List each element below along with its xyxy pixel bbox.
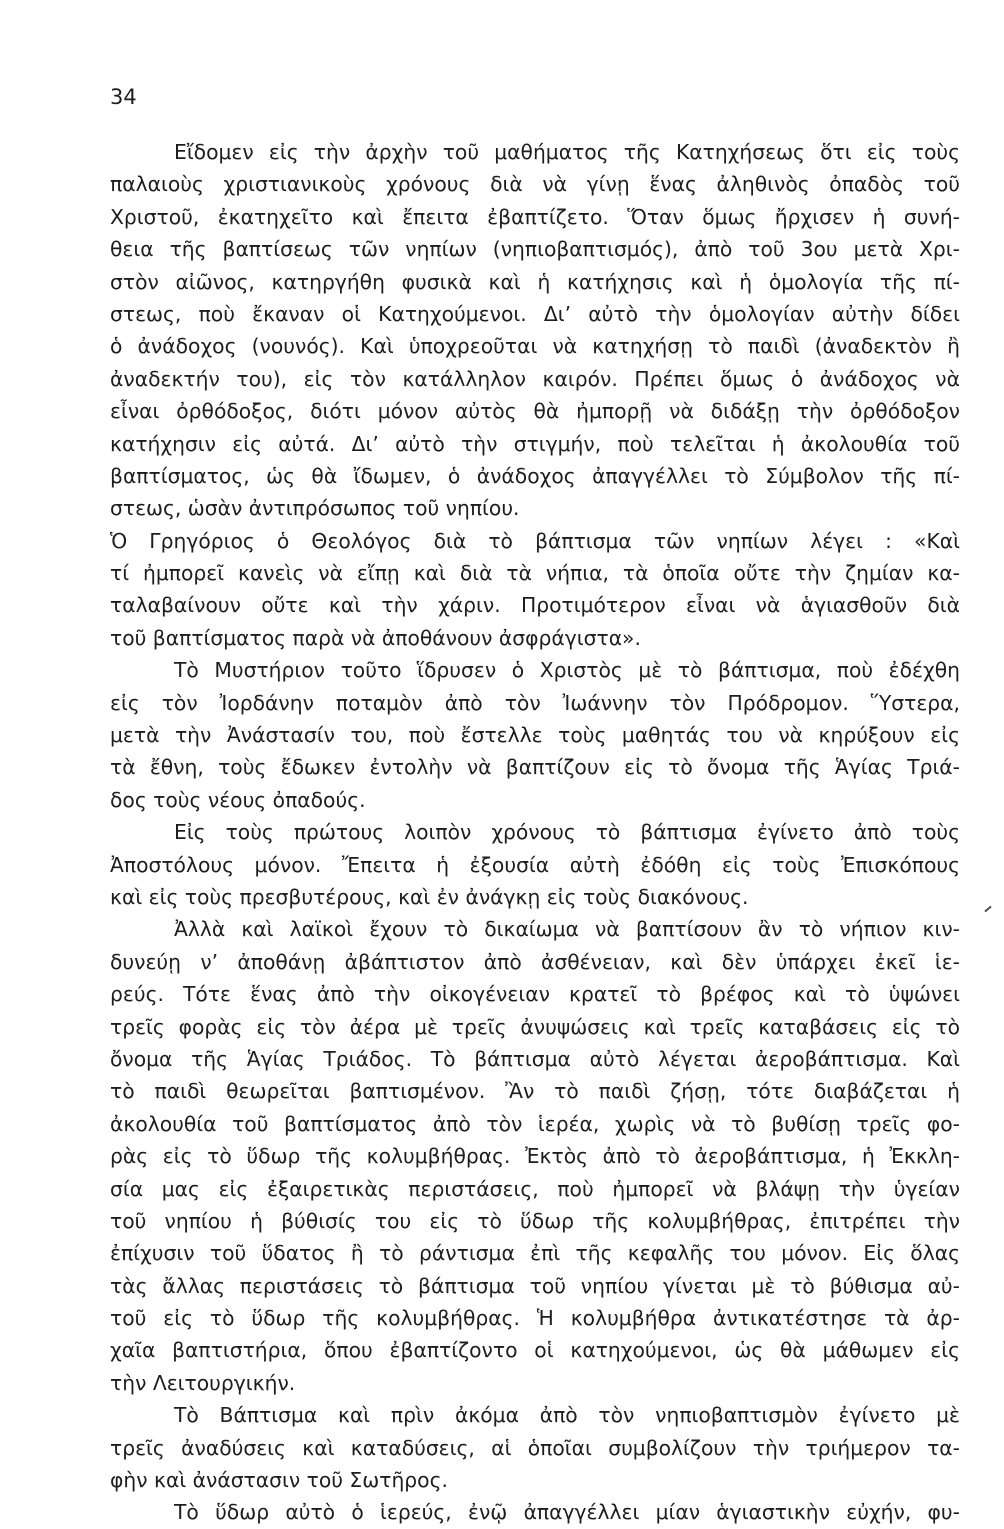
text-line: τρεῖς φορὰς εἰς τὸν ἀέρα μὲ τρεῖς ἀνυψώσεις καὶ τρεῖς καταβάσεις εἰς τὸ [110, 1014, 960, 1039]
text-line: Χριστοῦ, ἐκατηχεῖτο καὶ ἔπειτα ἐβαπτίζετο. Ὅταν ὅμως ἤρχισεν ἡ συνή- [110, 204, 960, 229]
text-line: τρεῖς ἀναδύσεις καὶ καταδύσεις, αἱ ὁποῖαι συμβολίζουν τὴν τριήμερον τα- [110, 1435, 960, 1460]
text-line: σία μας εἰς ἐξαιρετικὰς περιστάσεις, ποὺ ἠμπορεῖ νὰ βλάψῃ τὴν ὑγείαν [110, 1176, 960, 1201]
text-line: δος τοὺς νέους ὀπαδούς. [110, 787, 366, 812]
text-line: κατήχησιν εἰς αὐτά. Δι’ αὐτὸ τὴν στιγμήν, ποὺ τελεῖται ἡ ἀκολουθία τοῦ [110, 431, 960, 456]
text-line: ρεύς. Τότε ἕνας ἀπὸ τὴν οἰκογένειαν κρατεῖ τὸ βρέφος καὶ τὸ ὑψώνει [110, 982, 960, 1007]
text-line: τὴν Λειτουργικήν. [110, 1370, 296, 1395]
text-line: βαπτίσματος, ὡς θὰ ἴδωμεν, ὁ ἀνάδοχος ἀπαγγέλλει τὸ Σύμβολον τῆς πί- [110, 463, 960, 488]
text-line: μετὰ τὴν Ἀνάστασίν του, ποὺ ἔστελλε τοὺς μαθητάς του νὰ κηρύξουν εἰς [110, 723, 960, 748]
text-line: δυνεύῃ ν’ ἀποθάνῃ ἀβάπτιστον ἀπὸ ἀσθένειαν, καὶ δὲν ὑπάρχει ἐκεῖ ἱε- [110, 949, 960, 974]
page-body-text [110, 136, 960, 1529]
text-line: τὰ ἔθνη, τοὺς ἔδωκεν ἐντολὴν νὰ βαπτίζουν εἰς τὸ ὄνομα τῆς Ἁγίας Τριά- [110, 755, 960, 780]
text-line: καὶ εἰς τοὺς πρεσβυτέρους, καὶ ἐν ἀνάγκῃ εἰς τοὺς διακόνους. [110, 884, 749, 909]
text-line: ἐπίχυσιν τοῦ ὕδατος ἢ τὸ ράντισμα ἐπὶ τῆς κεφαλῆς του μόνον. Εἰς ὅλας [110, 1241, 960, 1266]
text-line: ρὰς εἰς τὸ ὕδωρ τῆς κολυμβήθρας. Ἐκτὸς ἀπὸ τὸ ἀεροβάπτισμα, ἡ Ἐκκλη- [110, 1144, 960, 1169]
text-line: τοῦ βαπτίσματος παρὰ νὰ ἀποθάνουν ἀσφράγιστα». [110, 625, 641, 650]
page-number: 34 [110, 85, 137, 109]
text-line: στεως, ποὺ ἔκαναν οἱ Κατηχούμενοι. Δι’ αὐτὸ τὴν ὁμολογίαν αὐτὴν δίδει [110, 301, 960, 326]
text-line: στὸν αἰῶνος, κατηργήθη φυσικὰ καὶ ἡ κατήχησις καὶ ἡ ὁμολογία τῆς πί- [110, 269, 960, 294]
margin-pencil-mark [984, 906, 991, 913]
text-line: Ὁ Γρηγόριος ὁ Θεολόγος διὰ τὸ βάπτισμα τῶν νηπίων λέγει : «Καὶ [110, 528, 960, 553]
text-line: ὄνομα τῆς Ἁγίας Τριάδος. Τὸ βάπτισμα αὐτὸ λέγεται ἀεροβάπτισμα. Καὶ [110, 1046, 960, 1071]
text-line: τοῦ εἰς τὸ ὕδωρ τῆς κολυμβήθρας. Ἡ κολυμβήθρα ἀντικατέστησε τὰ ἀρ- [110, 1306, 960, 1331]
text-line: παλαιοὺς χριστιανικοὺς χρόνους διὰ νὰ γίνῃ ἕνας ἀληθινὸς ὀπαδὸς τοῦ [110, 172, 960, 197]
text-line: ἀκολουθία τοῦ βαπτίσματος ἀπὸ τὸν ἱερέα, χωρὶς νὰ τὸ βυθίσῃ τρεῖς φο- [110, 1111, 960, 1136]
text-line: Ἀποστόλους μόνον. Ἔπειτα ἡ ἐξουσία αὐτὴ ἐδόθη εἰς τοὺς Ἐπισκόπους [110, 852, 960, 877]
text-line: Ἀλλὰ καὶ λαϊκοὶ ἔχουν τὸ δικαίωμα νὰ βαπτίσουν ἂν τὸ νήπιον κιν- [174, 917, 960, 942]
text-line: εἶναι ὀρθόδοξος, διότι μόνον αὐτὸς θὰ ἠμπορῇ νὰ διδάξῃ τὴν ὀρθόδοξον [110, 399, 960, 424]
text-line: ὁ ἀνάδοχος (νουνός). Καὶ ὑποχρεοῦται νὰ κατηχήσῃ τὸ παιδὶ (ἀναδεκτὸν ἢ [110, 334, 960, 359]
text-line: τὸ παιδὶ θεωρεῖται βαπτισμένον. Ἂν τὸ παιδὶ ζήσῃ, τότε διαβάζεται ἡ [110, 1079, 960, 1104]
text-line: τὰς ἄλλας περιστάσεις τὸ βάπτισμα τοῦ νηπίου γίνεται μὲ τὸ βύθισμα αὐ- [110, 1273, 960, 1298]
text-line: χαῖα βαπτιστήρια, ὅπου ἐβαπτίζοντο οἱ κατηχούμενοι, ὡς θὰ μάθωμεν εἰς [110, 1338, 960, 1363]
text-line: τοῦ νηπίου ἡ βύθισίς του εἰς τὸ ὕδωρ τῆς κολυμβήθρας, ἐπιτρέπει τὴν [110, 1208, 960, 1233]
text-line: ταλαβαίνουν οὔτε καὶ τὴν χάριν. Προτιμότερον εἶναι νὰ ἁγιασθοῦν διὰ [110, 593, 960, 618]
text-line: εἰς τὸν Ἰορδάνην ποταμὸν ἀπὸ τὸν Ἰωάννην τὸν Πρόδρομον. Ὕστερα, [110, 690, 960, 715]
text-line: τί ἠμπορεῖ κανεὶς νὰ εἴπῃ καὶ διὰ τὰ νήπια, τὰ ὁποῖα οὔτε τὴν ζημίαν κα- [110, 561, 960, 586]
text-line: Τὸ ὕδωρ αὐτὸ ὁ ἱερεύς, ἐνῷ ἀπαγγέλλει μίαν ἁγιαστικὴν εὐχήν, φυ- [174, 1500, 960, 1525]
text-line: στεως, ὡσὰν ἀντιπρόσωπος τοῦ νηπίου. [110, 496, 520, 521]
text-line: φὴν καὶ ἀνάστασιν τοῦ Σωτῆρος. [110, 1468, 448, 1493]
text-line: Τὸ Μυστήριον τοῦτο ἵδρυσεν ὁ Χριστὸς μὲ τὸ βάπτισμα, ποὺ ἐδέχθη [174, 658, 960, 683]
text-line: Εἰς τοὺς πρώτους λοιπὸν χρόνους τὸ βάπτισμα ἐγίνετο ἀπὸ τοὺς [174, 820, 960, 845]
text-line: ἀναδεκτήν του), εἰς τὸν κατάλληλον καιρόν. Πρέπει ὅμως ὁ ἀνάδοχος νὰ [110, 366, 960, 391]
text-line: θεια τῆς βαπτίσεως τῶν νηπίων (νηπιοβαπτισμός), ἀπὸ τοῦ 3ου μετὰ Χρι- [110, 237, 960, 262]
text-line: Τὸ Βάπτισμα καὶ πρὶν ἀκόμα ἀπὸ τὸν νηπιοβαπτισμὸν ἐγίνετο μὲ [174, 1403, 960, 1428]
text-line: Εἴδομεν εἰς τὴν ἀρχὴν τοῦ μαθήματος τῆς Κατηχήσεως ὅτι εἰς τοὺς [174, 140, 960, 164]
